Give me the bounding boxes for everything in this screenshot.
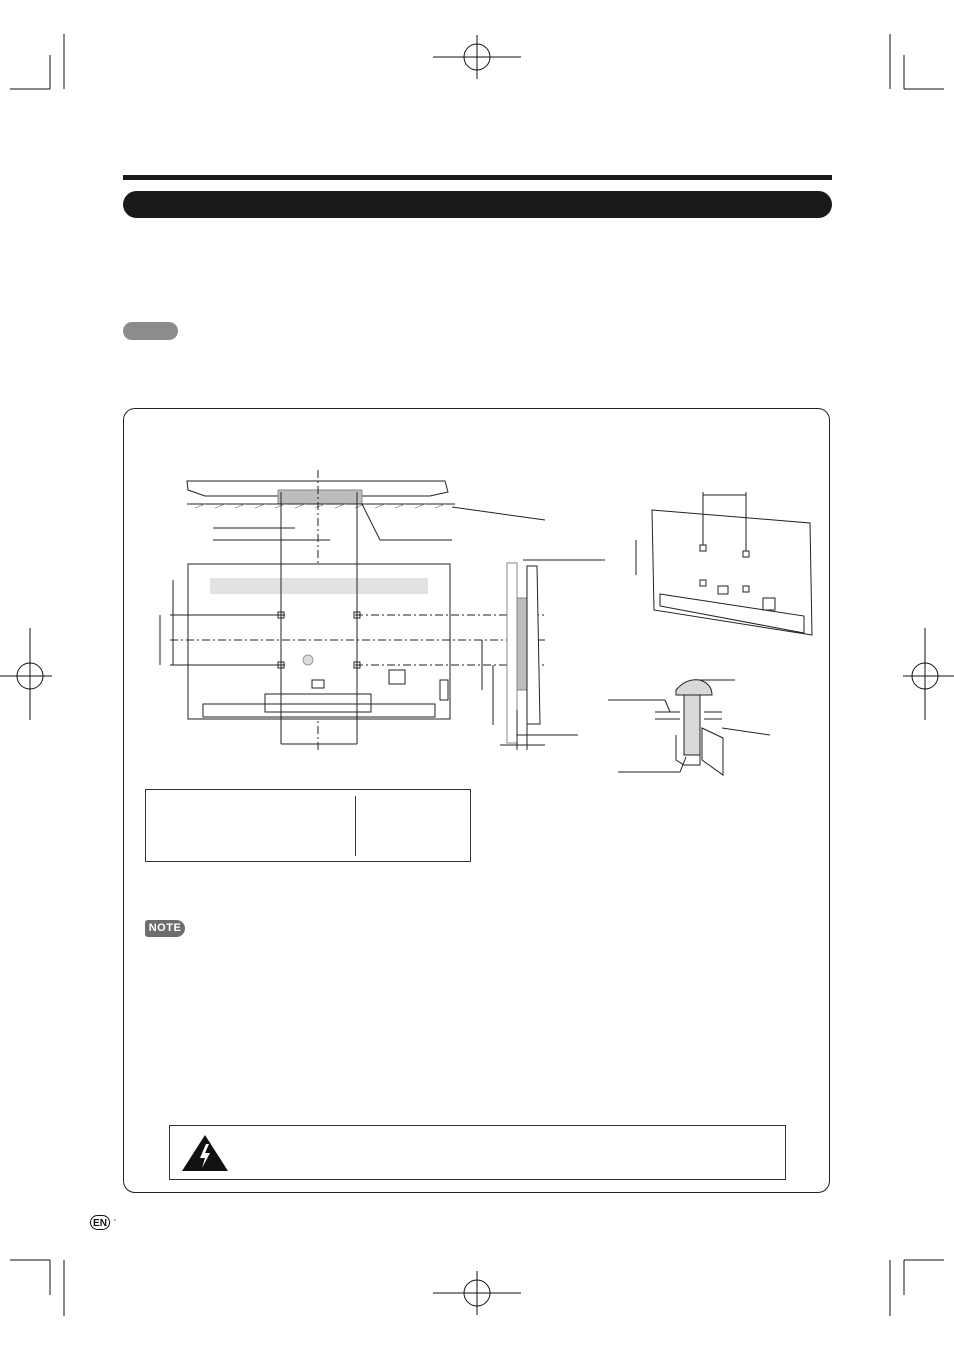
- wall-bracket-top: [278, 490, 362, 504]
- warning-box: [169, 1125, 786, 1180]
- dimension-table: [145, 789, 471, 862]
- note-badge: NOTE: [145, 920, 185, 937]
- language-badge: EN: [90, 1215, 110, 1230]
- lightning-warning-icon: [180, 1133, 230, 1173]
- dimension-table-divider: [355, 796, 356, 856]
- page-separator: ·: [113, 1214, 117, 1226]
